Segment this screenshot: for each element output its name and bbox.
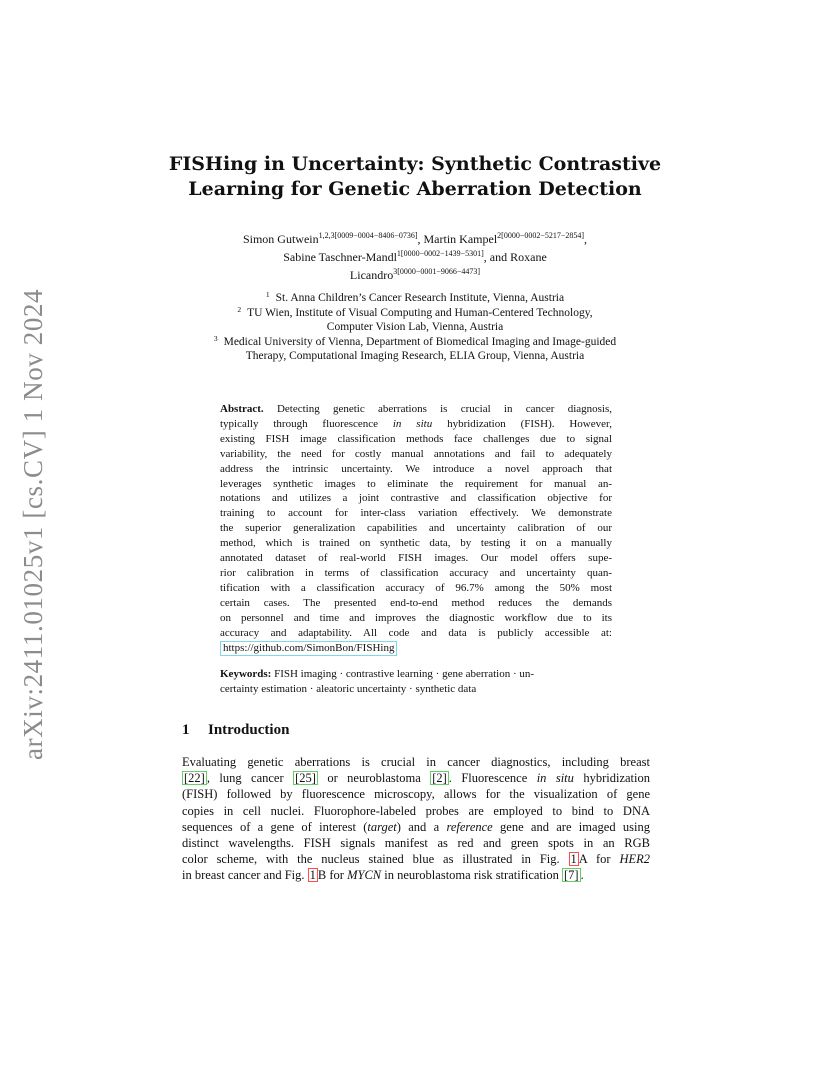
paragraph-text: gene and are imaged using [492, 819, 650, 834]
abstract-line: method, which is trained on synthetic data, by testing it on a manually [220, 537, 612, 550]
author-kampel: , Martin Kampel [417, 232, 498, 246]
author-kampel-orcid: 2[0000−0002−5217−2854] [497, 231, 585, 240]
paragraph-line: distinct wavelengths. FISH signals manifest as red and green spots in an RGB [182, 836, 650, 851]
abstract-line: leverages synthetic images to eliminate the requirement for manual an- [220, 477, 612, 490]
author-taschner-mandl-orcid: 1[0000−0002−1439−5301] [396, 249, 484, 258]
author-gutwein: Simon Gutwein [242, 232, 319, 246]
affiliation-2-text: TU Wien, Institute of Visual Computing and Human-Centered Technology, [247, 306, 593, 319]
abstract-line: address the intrinsic uncertainty. We introduce a novel approach that [220, 462, 612, 475]
paragraph-text: or neuroblastoma [317, 771, 431, 786]
author-licandro: Licandro [349, 268, 394, 282]
arxiv-identifier-stamp [14, 290, 54, 760]
author-gutwein-orcid: 1,2,3[0009−0004−8406−0736] [318, 231, 418, 240]
keywords-line [220, 667, 612, 682]
title-line-2: Learning for Genetic Aberration Detection [188, 178, 642, 200]
paragraph-line [182, 819, 650, 835]
author-list [150, 230, 680, 284]
paragraph-italic: target [367, 819, 397, 834]
affiliation-3-number: 3 [213, 333, 218, 343]
citation-link[interactable]: [22] [184, 771, 205, 786]
paragraph-text: . [580, 868, 584, 883]
paragraph-text: B for [317, 868, 348, 883]
affiliation-2-cont: Computer Vision Lab, Vienna, Austria [326, 321, 504, 334]
abstract-text: typically through fluorescence [220, 417, 393, 430]
affiliation-1-number: 1 [265, 290, 270, 299]
keywords-text: FISH imaging · contrastive learning · gene aberration · un- [274, 668, 535, 680]
paragraph-text: , lung cancer [206, 771, 294, 786]
abstract-line: rior calibration in terms of classification accuracy and uncertainty quan- [220, 566, 612, 579]
keywords-line: certainty estimation · aleatoric uncertainty · synthetic data [220, 683, 477, 695]
affiliation-1-text: St. Anna Children’s Cancer Research Institute, Vienna, Austria [275, 292, 565, 304]
author-line-1 [150, 230, 680, 248]
keywords [220, 667, 612, 697]
paragraph-italic: MYCN [347, 868, 382, 883]
affiliation-3 [150, 335, 680, 350]
paragraph-text: ) and a [396, 819, 447, 834]
abstract-line: the superior generalization capabilities and uncertainty calibration of our [220, 522, 612, 535]
affiliation-1 [150, 291, 680, 306]
abstract-line [220, 402, 612, 417]
figure-link[interactable]: 1 [570, 852, 577, 867]
citation-link[interactable]: [2] [432, 771, 447, 786]
section-number: 1 [182, 722, 190, 738]
paragraph-line: Evaluating genetic aberrations is crucial in cancer diagnostics, including breast [182, 755, 650, 769]
affiliation-2-number: 2 [237, 304, 242, 314]
abstract-line: on personnel and time and improves the diagnostic workflow due to its [220, 611, 612, 624]
author-licandro-orcid: 3[0000−0001−9066−4473] [393, 267, 481, 276]
paragraph-text: color scheme, with the nucleus stained blue as illustrated in Fig. [182, 852, 569, 867]
abstract-line [220, 417, 612, 432]
paragraph-line: copies in cell nuclei. Fluorophore-labeled probes are employed to bind to DNA [182, 803, 650, 818]
paragraph-line [182, 770, 650, 786]
github-link[interactable]: https://github.com/SimonBon/FISHing [220, 641, 397, 656]
paper-title [120, 152, 710, 202]
abstract [220, 402, 612, 656]
author-line-2 [150, 248, 680, 266]
arxiv-id-text: arXiv:2411.01025v1 [cs.CV] 1 Nov 2024 [18, 288, 48, 760]
author-and: , and Roxane [483, 250, 547, 264]
author-line-3 [150, 266, 680, 284]
paragraph-line: (FISH) followed by fluorescence microscopy, allows for the visualization of gene [182, 787, 650, 802]
paragraph-line [182, 867, 650, 883]
abstract-line: accuracy and adaptability. All code and data is publicly accessible at: [220, 626, 612, 639]
keywords-label: Keywords: [220, 668, 272, 680]
figure-link[interactable]: 1 [309, 868, 316, 883]
affiliation-3-text: Medical University of Vienna, Department of Biomedical Imaging and Image-guided [223, 335, 617, 348]
abstract-line [220, 641, 612, 656]
citation-link[interactable]: [7] [563, 868, 579, 883]
section-title: Introduction [208, 722, 290, 738]
paragraph-text: in breast cancer and Fig. [182, 868, 308, 883]
intro-paragraph [182, 754, 650, 884]
abstract-text: Detecting genetic aberrations is crucial in cancer diagnosis, [276, 403, 612, 415]
affiliation-3-cont: Therapy, Computational Imaging Research, ELIA Group, Vienna, Austria [245, 350, 585, 363]
author-separator: , [584, 232, 588, 246]
paragraph-italic: in situ [536, 771, 574, 786]
affiliations [150, 291, 680, 364]
affiliation-2 [150, 306, 680, 321]
abstract-line: tification with a classification accuracy of 96.7% among the 50% most [220, 581, 612, 594]
paragraph-text: A for [578, 852, 620, 867]
paragraph-text: sequences of a gene of interest ( [182, 819, 368, 834]
paragraph-italic: reference [446, 819, 493, 834]
paragraph-text: hybridization [573, 771, 650, 786]
abstract-line: training to account for inter-class variation effectively. We demonstrate [220, 507, 612, 520]
paragraph-italic: HER2 [619, 852, 650, 867]
abstract-line: certain cases. The presented end-to-end method reduces the demands [220, 596, 612, 609]
title-line-1: FISHing in Uncertainty: Synthetic Contrastive [168, 153, 662, 175]
abstract-label: Abstract. [220, 403, 264, 415]
abstract-line: notations and utilizes a joint contrastive and classification objective for [220, 492, 612, 505]
abstract-line: variability, the need for costly manual annotations and fail to adequately [220, 447, 612, 460]
citation-link[interactable]: [25] [295, 771, 316, 786]
section-heading [182, 722, 289, 739]
paragraph-line [182, 851, 650, 867]
abstract-line: existing FISH image classification methods face challenges due to signal [220, 432, 612, 445]
paragraph-text: . Fluorescence [448, 771, 537, 786]
abstract-line: annotated dataset of real-world FISH images. Our model offers supe- [220, 552, 612, 565]
paragraph-text: in neuroblastoma risk stratification [381, 868, 562, 883]
abstract-text: hybridization (FISH). However, [432, 417, 612, 430]
author-taschner-mandl: Sabine Taschner-Mandl [283, 250, 397, 264]
abstract-italic: in situ [392, 417, 433, 430]
